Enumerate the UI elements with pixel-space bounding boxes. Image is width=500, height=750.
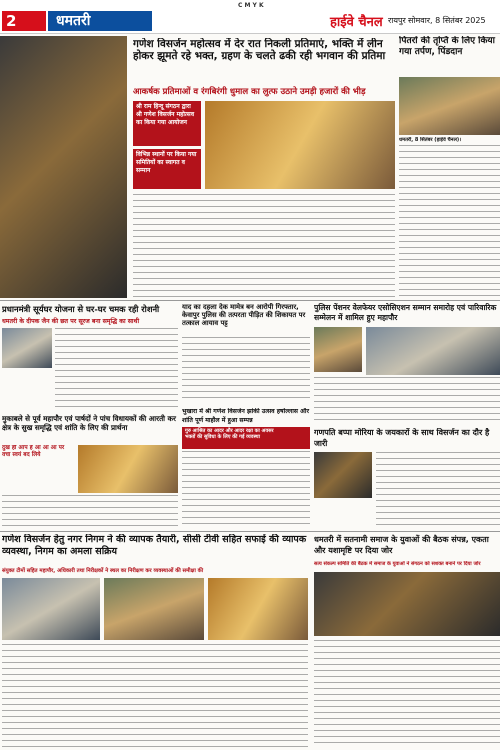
pmsurya-headline: प्रधानमंत्री सूर्यघर योजना से घर-घर चमक रही रोशनी xyxy=(2,304,160,314)
newspaper-brand: हाईवे चैनल xyxy=(330,15,383,30)
edition-date: सोमवार, 8 सितंबर 2025 xyxy=(408,16,486,25)
bhukhara-bullets xyxy=(182,427,310,449)
bhukhara-headline: भुखारा में श्री गणेश विसर्जन झांकी उत्सव हर्षोल्लास और शांति पूर्ण माहौल में हुआ सम्पन्न xyxy=(182,408,309,424)
pmsurya-sub: धमतरी के दीपक जैन की छत पर सूरज बना समृद्धि का साथी xyxy=(2,318,140,325)
nagar-sub: संयुक्त टीमों सहित महापौर, अधिकारी तथा निरीक्षकों ने स्थल का निरीक्षण कर व्यवस्थाओं की समीक्षा की xyxy=(2,568,204,574)
ghorni-headline: याद का दहला देक मामेत्र बन आरोपी गिरफ्तार, केवापुर पुलिस की तत्परता पीड़ित की शिकायत पर तत्काल आयाव पट्ट xyxy=(182,303,306,327)
lead-headline: गणेश विसर्जन महोत्सव में देर रात निकली प्रतिमाएं, भक्ति में लीन होकर झूमते रहे भक्त, ग्रहण के चलते ढकी रही भगवान की प्रतिमा xyxy=(133,38,386,63)
pitru-byline: धमतरी, 8 सितंबर (हाईवे चैनल)। xyxy=(399,137,462,143)
nagar-body xyxy=(2,644,308,748)
nagar-photo-2 xyxy=(104,578,204,640)
lead-photo-left xyxy=(0,36,127,298)
lead-bullet-2: विभिन्न स्थानों पर किया गया समितियों का स्वागत व सम्मान xyxy=(136,151,197,174)
bhukhara-body xyxy=(182,451,310,529)
lead-bullets-box-2 xyxy=(133,149,201,189)
ganpati-photo-1 xyxy=(314,452,372,498)
pmsurya-body xyxy=(55,328,178,410)
section-title: धमतरी xyxy=(48,11,152,31)
lead-bullets-box xyxy=(133,101,201,146)
satnami-sub: सत्य संकल्प समिति की बैठक में समाज के युवाओं ने संगठन को सशक्त बनाने पर दिया जोर xyxy=(314,561,481,567)
divider xyxy=(0,300,500,301)
lead-subhead: आकर्षक प्रतिमाओं व रंगबिरंगी धुमाल का लुत्फ उठाने उमड़ी हजारों की भीड़ xyxy=(133,87,366,97)
pitru-body xyxy=(399,145,500,298)
pitru-headline: पितरों की तृप्ति के लिए किया गया तर्पण, पिंडदान xyxy=(399,36,495,57)
page-number: 2 xyxy=(2,11,46,31)
satnami-headline: धमतरी में सतनामी समाज के युवाओं की बैठक संपन्न, एकता और यशामृष्टि पर दिया जोर xyxy=(314,535,489,555)
nemjhar-photo xyxy=(78,445,178,493)
divider xyxy=(0,531,500,532)
police-photo-portrait xyxy=(314,327,362,372)
cmyk-marker: C M Y K xyxy=(238,2,264,9)
nemjhar-body xyxy=(2,495,178,529)
nagar-photo-1 xyxy=(2,578,100,640)
lead-body-text xyxy=(133,194,395,298)
page-header-bar xyxy=(0,0,500,34)
pmsurya-photo xyxy=(2,328,52,368)
nagar-headline: गणेश विसर्जन हेतु नगर निगम ने की व्यापक तैयारी, सीसी टीवी सहित सफाई की व्यापक व्यवस्था, निगम का अमला सक्रिय xyxy=(2,534,307,557)
police-photo-group xyxy=(366,327,500,375)
bhukhara-bullet-1: गुरु आश्रित का आदर और आदर रक्षा का अवसर xyxy=(185,428,274,434)
lead-bullet-1: श्री राम हिन्दू संगठन द्वारा श्री गणेश विसर्जन महोत्सव का किया गया आयोजन xyxy=(136,103,195,126)
ganpati-body xyxy=(376,452,500,529)
satnami-photo xyxy=(314,572,500,636)
lead-photo-right xyxy=(205,101,395,189)
police-body xyxy=(314,377,500,425)
ganpati-headline: गणपति बप्पा मोरिया के जयकारों के साथ विसर्जन का दौर है जारी xyxy=(314,428,490,448)
pitru-photo xyxy=(399,77,500,135)
satnami-body xyxy=(314,640,500,748)
nemjhar-sub: दुख ही आप है आ आ आ पर वचा स्वयं बद लिये xyxy=(2,445,65,458)
ghorni-body xyxy=(182,337,310,403)
police-headline: पुलिस पेंशनर वेलफेयर एसोसिएशन सम्मान समारोह एवं पारिवारिक सम्मेलन में शामिल हुए महापौर xyxy=(314,303,497,322)
nemjhar-headline: मुकाबले से पूर्व महापौर एवं पार्षदों ने पांच विधायकों की आरती कर क्षेत्र के सुख समृद्धि एवं शांति के लिए की प्रार्थना xyxy=(2,414,177,432)
nagar-photo-3 xyxy=(208,578,308,640)
bhukhara-bullet-2: भक्तों की सुविधा के लिए की गई व्यवस्था xyxy=(185,434,260,441)
edition-city: रायपुर xyxy=(388,16,406,25)
